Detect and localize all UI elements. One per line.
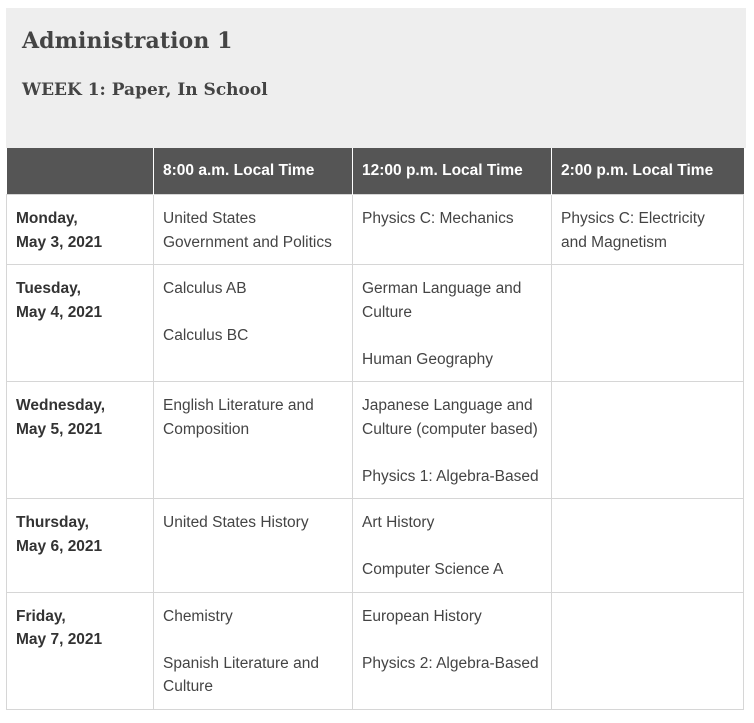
- column-header-day: [7, 148, 154, 195]
- exam-subject: Computer Science A: [362, 561, 504, 578]
- exam-subject: Calculus AB: [163, 280, 247, 297]
- column-header-8am: 8:00 a.m. Local Time: [154, 148, 353, 195]
- exam-subject: Physics 2: Algebra-Based: [362, 654, 539, 672]
- schedule-table: [6, 148, 744, 710]
- slot-12pm-cell: [353, 499, 552, 593]
- exam-subject: United States Government and Politics: [163, 210, 332, 251]
- slot-12pm-cell: [353, 592, 552, 709]
- exam-subject: Japanese Language and Culture (computer based): [362, 397, 538, 438]
- slot-2pm-cell: [552, 592, 744, 709]
- slot-8am-cell: [154, 382, 353, 499]
- day-date: May 3, 2021: [16, 233, 103, 251]
- day-name: Tuesday,: [16, 280, 81, 297]
- slot-2pm-cell: [552, 195, 744, 265]
- slot-12pm-cell: [353, 382, 552, 499]
- column-header-12pm: 12:00 p.m. Local Time: [353, 148, 552, 195]
- page-title: Administration 1: [22, 28, 233, 54]
- column-header-2pm: 2:00 p.m. Local Time: [552, 148, 744, 195]
- day-date: May 5, 2021: [16, 420, 103, 438]
- exam-subject: Art History: [362, 514, 435, 531]
- exam-subject: Spanish Literature and Culture: [163, 654, 319, 695]
- day-cell: [7, 592, 154, 709]
- exam-subject: English Literature and Composition: [163, 397, 314, 438]
- slot-12pm-cell: [353, 195, 552, 265]
- table-row: [7, 265, 744, 382]
- table-row: [7, 592, 744, 709]
- table-row: [7, 499, 744, 593]
- exam-subject: Human Geography: [362, 350, 493, 368]
- exam-subject: Physics C: Mechanics: [362, 210, 514, 227]
- header-panel: [6, 8, 746, 148]
- table-row: [7, 195, 744, 265]
- day-date: May 6, 2021: [16, 537, 103, 555]
- day-date: May 4, 2021: [16, 303, 103, 321]
- slot-8am-cell: [154, 195, 353, 265]
- day-name: Wednesday,: [16, 397, 106, 414]
- slot-8am-cell: [154, 265, 353, 382]
- slot-2pm-cell: [552, 265, 744, 382]
- slot-8am-cell: [154, 592, 353, 709]
- day-cell: [7, 382, 154, 499]
- day-name: Friday,: [16, 607, 66, 625]
- slot-2pm-cell: [552, 382, 744, 499]
- day-cell: [7, 499, 154, 593]
- exam-subject: European History: [362, 607, 482, 625]
- day-name: Monday,: [16, 210, 78, 227]
- exam-subject: Physics 1: Algebra-Based: [362, 467, 539, 485]
- table-header-row: [7, 148, 744, 195]
- day-name: Thursday,: [16, 514, 89, 531]
- exam-subject: Calculus BC: [163, 327, 249, 344]
- slot-12pm-cell: [353, 265, 552, 382]
- slot-8am-cell: [154, 499, 353, 593]
- week-subtitle: WEEK 1: Paper, In School: [22, 80, 268, 100]
- table-row: [7, 382, 744, 499]
- slot-2pm-cell: [552, 499, 744, 593]
- day-date: May 7, 2021: [16, 631, 103, 648]
- exam-subject: German Language and Culture: [362, 280, 522, 321]
- day-cell: [7, 265, 154, 382]
- exam-subject: Physics C: Electricity and Magnetism: [561, 210, 705, 251]
- exam-subject: United States History: [163, 514, 309, 531]
- exam-subject: Chemistry: [163, 607, 233, 625]
- day-cell: [7, 195, 154, 265]
